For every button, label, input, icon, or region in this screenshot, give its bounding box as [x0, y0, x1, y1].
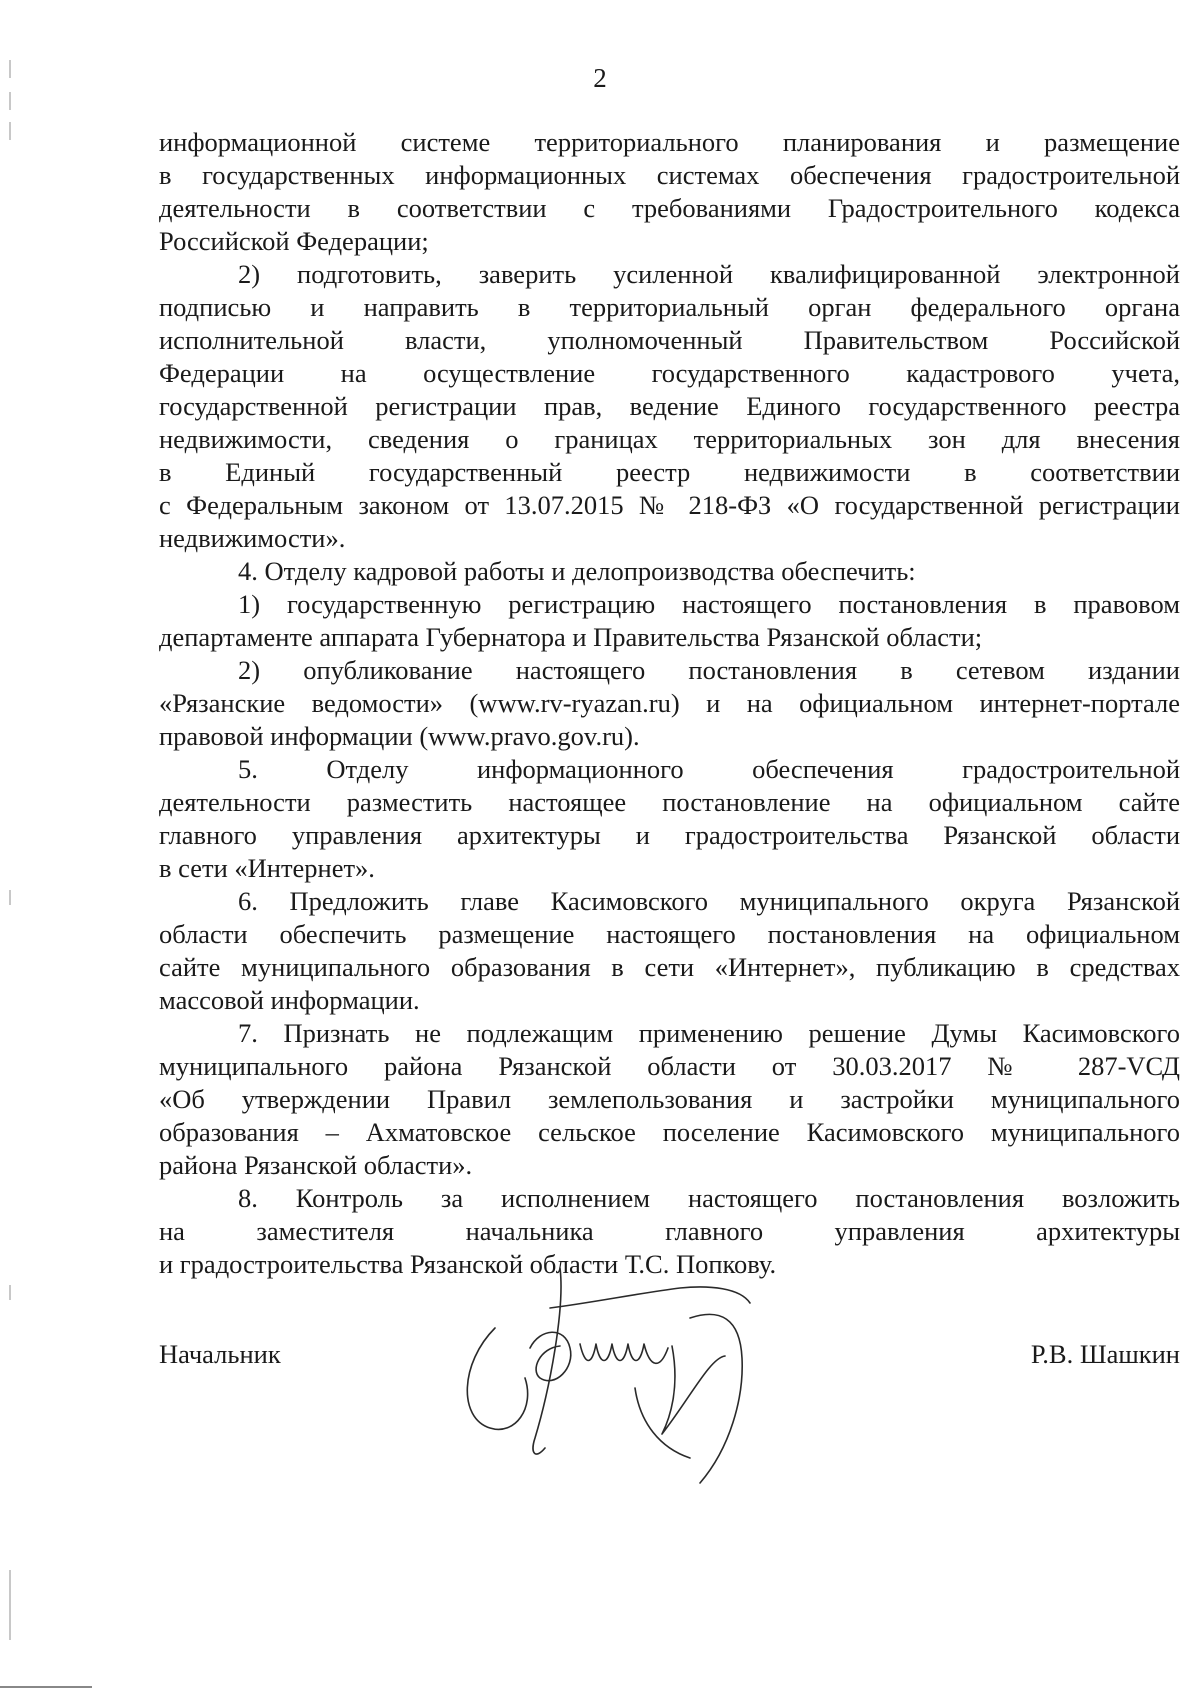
text-line: недвижимости». — [159, 523, 346, 553]
text-line: на заместителя начальника главного управления архитектуры — [159, 1216, 1180, 1246]
scan-margin-marks — [0, 0, 20, 1697]
page-number: 2 — [593, 63, 607, 93]
text-line: района Рязанской области». — [159, 1150, 473, 1180]
text-line: государственной регистрации прав, ведение Единого государственного реестра — [159, 391, 1180, 421]
text-line: 2) опубликование настоящего постановления в сетевом издании — [238, 655, 1180, 685]
text-line: «Рязанские ведомости» (www.rv-ryazan.ru) и на официальном интернет-портале — [159, 688, 1180, 718]
text-line: информационной системе территориального планирования и размещение — [159, 127, 1180, 157]
text-line: правовой информации (www.pravo.gov.ru). — [159, 721, 640, 751]
text-line: 5. Отделу информационного обеспечения градостроительной — [238, 754, 1180, 784]
text-line: 2) подготовить, заверить усиленной квалифицированной электронной — [238, 259, 1180, 289]
text-line: и градостроительства Рязанской области Т.С. Попкову. — [159, 1249, 777, 1279]
text-line: департаменте аппарата Губернатора и Правительства Рязанской области; — [159, 622, 983, 652]
text-line: в сети «Интернет». — [159, 853, 375, 883]
text-line: 6. Предложить главе Касимовского муниципального округа Рязанской — [238, 886, 1180, 916]
text-line: в Единый государственный реестр недвижимости в соответствии — [159, 457, 1180, 487]
text-line: сайте муниципального образования в сети «Интернет», публикацию в средствах — [159, 952, 1180, 982]
text-line: 1) государственную регистрацию настоящего постановления в правовом — [238, 589, 1180, 619]
text-line: в государственных информационных системах обеспечения градостроительной — [159, 160, 1180, 190]
signatory-title: Начальник — [159, 1339, 281, 1369]
text-line: подписью и направить в территориальный орган федерального органа — [159, 292, 1180, 322]
text-line: с Федеральным законом от 13.07.2015 № 218-ФЗ «О государственной регистрации — [159, 490, 1180, 520]
text-line: недвижимости, сведения о границах территориальных зон для внесения — [159, 424, 1180, 454]
text-line: образования – Ахматовское сельское поселение Касимовского муниципального — [159, 1117, 1180, 1147]
signature-block — [159, 1336, 1180, 1376]
document-body — [159, 126, 1180, 1281]
signatory-name: Р.В. Шашкин — [1030, 1339, 1180, 1369]
text-line: Федерации на осуществление государственного кадастрового учета, — [159, 358, 1180, 388]
text-line: 4. Отделу кадровой работы и делопроизводства обеспечить: — [238, 556, 916, 586]
text-line: Российской Федерации; — [159, 226, 429, 256]
text-line: главного управления архитектуры и градостроительства Рязанской области — [159, 820, 1180, 850]
text-line: 7. Признать не подлежащим применению решение Думы Касимовского — [238, 1018, 1180, 1048]
scan-edge-line — [0, 1686, 92, 1688]
text-line: деятельности в соответствии с требованиями Градостроительного кодекса — [159, 193, 1180, 223]
text-line: деятельности разместить настоящее постановление на официальном сайте — [159, 787, 1180, 817]
text-line: области обеспечить размещение настоящего постановления на официальном — [159, 919, 1180, 949]
text-line: исполнительной власти, уполномоченный Правительством Российской — [159, 325, 1180, 355]
text-line: муниципального района Рязанской области от 30.03.2017 № 287-VСД — [159, 1051, 1180, 1081]
text-line: 8. Контроль за исполнением настоящего постановления возложить — [238, 1183, 1180, 1213]
text-line: массовой информации. — [159, 985, 420, 1015]
text-line: «Об утверждении Правил землепользования и застройки муниципального — [159, 1084, 1180, 1114]
